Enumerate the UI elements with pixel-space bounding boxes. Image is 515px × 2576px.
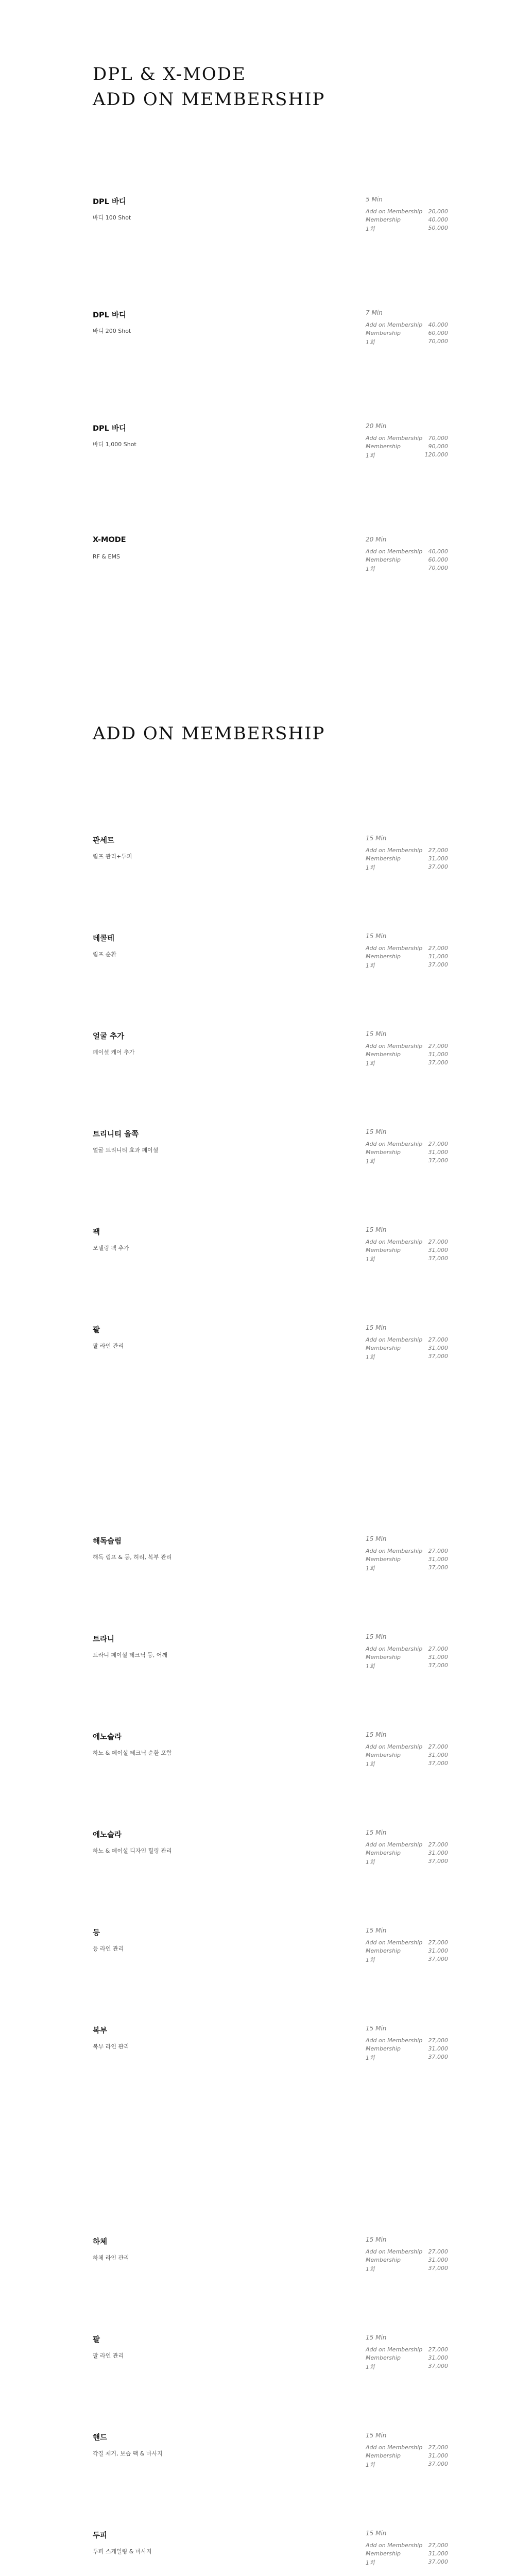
price-table (366, 1548, 448, 1572)
price-value: 27,000 (428, 1548, 448, 1554)
price-row (366, 1841, 448, 1850)
price-label: Membership (366, 1947, 401, 1954)
price-table (366, 321, 448, 346)
service-item (93, 1226, 515, 1288)
price-row (366, 1149, 448, 1157)
price-label: Membership (366, 216, 401, 223)
service-duration: 15 Min (366, 1731, 387, 1738)
service-name: 등 (93, 1929, 100, 1937)
price-label: Membership (366, 953, 401, 960)
service-item (93, 1829, 515, 1891)
price-value: 37,000 (428, 1858, 448, 1865)
service-name: 하체 (93, 2238, 108, 2246)
price-label: 1회 (366, 865, 375, 871)
price-table (366, 2037, 448, 2062)
price-value: 40,000 (428, 216, 448, 223)
price-label: Add on Membership (366, 208, 423, 215)
service-name: DPL 바디 (93, 198, 126, 206)
service-duration: 15 Min (366, 2530, 387, 2537)
price-row (366, 321, 448, 330)
price-label: Membership (366, 1247, 401, 1253)
price-label: Membership (366, 556, 401, 563)
price-row (366, 565, 448, 573)
price-value: 37,000 (428, 1059, 448, 1066)
price-table (366, 548, 448, 573)
service-name: 해독슬림 (93, 1537, 122, 1546)
section1-title: DPL & X-MODE ADD ON MEMBERSHIP (93, 64, 325, 110)
price-label: 1회 (366, 1565, 375, 1572)
service-item (93, 1030, 515, 1092)
price-value: 120,000 (424, 451, 448, 458)
price-label: Add on Membership (366, 1939, 423, 1946)
service-description: 등 라인 관리 (93, 1945, 124, 1952)
service-duration: 15 Min (366, 1535, 387, 1543)
service-description: 바디 200 Shot (93, 328, 131, 334)
price-table (366, 435, 448, 460)
price-value: 31,000 (428, 1850, 448, 1856)
price-label: Membership (366, 855, 401, 862)
price-value: 27,000 (428, 1141, 448, 1147)
price-label: 1회 (366, 1859, 375, 1866)
service-description: 페이셜 케어 추가 (93, 1049, 135, 1056)
service-name: 에노슬라 (93, 1831, 122, 1839)
price-value: 37,000 (428, 1564, 448, 1571)
price-value: 31,000 (428, 1149, 448, 1156)
service-name: 관세트 (93, 837, 115, 845)
price-label: Membership (366, 2045, 401, 2052)
price-label: Add on Membership (366, 2248, 423, 2255)
price-row (366, 1247, 448, 1255)
price-row (366, 1059, 448, 1067)
price-label: Add on Membership (366, 1239, 423, 1245)
price-label: 1회 (366, 962, 375, 969)
price-label: Add on Membership (366, 1743, 423, 1750)
price-row (366, 225, 448, 233)
service-description: 각질 제거, 보습 팩 & 마사지 (93, 2450, 163, 2457)
service-description: 바디 1,000 Shot (93, 441, 136, 448)
price-row (366, 2045, 448, 2054)
service-duration: 20 Min (366, 422, 387, 430)
price-row (366, 2444, 448, 2452)
price-row (366, 1947, 448, 1956)
price-label: Membership (366, 1051, 401, 1058)
price-value: 31,000 (428, 2550, 448, 2557)
price-value: 20,000 (428, 208, 448, 215)
price-label: Membership (366, 1752, 401, 1758)
price-row (366, 1239, 448, 1247)
price-value: 31,000 (428, 2045, 448, 2052)
price-label: 1회 (366, 2462, 375, 2468)
price-row (366, 1646, 448, 1654)
service-name: 팔 (93, 1326, 100, 1334)
price-value: 90,000 (428, 443, 448, 450)
price-value: 37,000 (428, 2558, 448, 2565)
price-value: 31,000 (428, 2257, 448, 2263)
price-value: 31,000 (428, 2452, 448, 2459)
service-item (93, 2334, 515, 2396)
price-table (366, 1646, 448, 1670)
price-label: Add on Membership (366, 1548, 423, 1554)
price-row (366, 961, 448, 970)
service-duration: 15 Min (366, 933, 387, 940)
price-label: Membership (366, 1654, 401, 1660)
service-duration: 15 Min (366, 2334, 387, 2341)
price-label: 1회 (366, 1761, 375, 1768)
price-row (366, 2054, 448, 2062)
service-name: 두피 (93, 2532, 108, 2540)
service-duration: 7 Min (366, 309, 383, 316)
service-description: 바디 100 Shot (93, 214, 131, 221)
price-label: Add on Membership (366, 2542, 423, 2549)
service-name: 데콜테 (93, 935, 115, 943)
price-value: 37,000 (428, 1662, 448, 1669)
price-value: 27,000 (428, 2444, 448, 2451)
price-row (366, 208, 448, 216)
price-label: Add on Membership (366, 1646, 423, 1652)
price-row (366, 945, 448, 953)
price-label: Add on Membership (366, 1841, 423, 1848)
price-row (366, 2558, 448, 2567)
price-row (366, 855, 448, 863)
price-value: 31,000 (428, 1654, 448, 1660)
price-value: 27,000 (428, 1646, 448, 1652)
service-duration: 15 Min (366, 2025, 387, 2032)
price-label: Membership (366, 1556, 401, 1563)
price-value: 27,000 (428, 2037, 448, 2044)
service-description: 두피 스케일링 & 마사지 (93, 2548, 152, 2555)
price-value: 37,000 (428, 1956, 448, 1962)
service-description: RF & EMS (93, 553, 120, 560)
price-label: 1회 (366, 452, 375, 459)
price-row (366, 330, 448, 338)
price-row (366, 1850, 448, 1858)
price-label: Add on Membership (366, 847, 423, 854)
price-value: 31,000 (428, 1556, 448, 1563)
price-table (366, 1841, 448, 1866)
service-item (93, 1731, 515, 1793)
service-name: DPL 바디 (93, 311, 126, 319)
price-row (366, 953, 448, 961)
price-row (366, 1336, 448, 1345)
price-value: 40,000 (428, 548, 448, 555)
service-description: 모델링 팩 추가 (93, 1245, 129, 1251)
price-value: 27,000 (428, 2346, 448, 2353)
price-value: 27,000 (428, 2542, 448, 2549)
price-label: Membership (366, 2452, 401, 2459)
price-row (366, 1939, 448, 1947)
price-label: Add on Membership (366, 435, 423, 442)
service-description: 복부 라인 관리 (93, 2043, 129, 2050)
price-table (366, 2248, 448, 2273)
price-row (366, 1752, 448, 1760)
price-value: 27,000 (428, 1239, 448, 1245)
price-value: 27,000 (428, 1743, 448, 1750)
price-value: 37,000 (428, 2461, 448, 2467)
price-row (366, 1043, 448, 1051)
service-duration: 15 Min (366, 1030, 387, 1038)
service-duration: 20 Min (366, 536, 387, 543)
price-label: Membership (366, 1850, 401, 1856)
price-value: 31,000 (428, 1752, 448, 1758)
price-label: 1회 (366, 2560, 375, 2566)
price-row (366, 1760, 448, 1768)
price-row (366, 2265, 448, 2273)
service-item (93, 2530, 515, 2576)
price-row (366, 443, 448, 451)
price-table (366, 1939, 448, 1964)
service-duration: 15 Min (366, 1927, 387, 1934)
price-value: 60,000 (428, 330, 448, 336)
price-row (366, 2461, 448, 2469)
price-row (366, 548, 448, 556)
service-duration: 15 Min (366, 2432, 387, 2439)
price-value: 27,000 (428, 847, 448, 854)
price-value: 37,000 (428, 863, 448, 870)
price-label: 1회 (366, 1158, 375, 1165)
price-row (366, 451, 448, 460)
price-value: 37,000 (428, 2265, 448, 2272)
price-row (366, 435, 448, 443)
price-table (366, 2444, 448, 2469)
service-item (93, 422, 515, 484)
price-row (366, 2037, 448, 2045)
price-row (366, 847, 448, 855)
price-table (366, 1239, 448, 1263)
price-value: 27,000 (428, 1043, 448, 1049)
service-item (93, 835, 515, 896)
service-name: 트라니 (93, 1635, 115, 1643)
price-value: 37,000 (428, 2363, 448, 2369)
price-table (366, 208, 448, 233)
service-item (93, 1535, 515, 1597)
price-row (366, 1858, 448, 1866)
price-label: 1회 (366, 566, 375, 572)
service-item (93, 933, 515, 994)
price-value: 37,000 (428, 961, 448, 968)
price-value: 31,000 (428, 2354, 448, 2361)
price-row (366, 1255, 448, 1263)
price-value: 27,000 (428, 1841, 448, 1848)
service-name: 복부 (93, 2027, 108, 2035)
price-row (366, 1556, 448, 1564)
price-label: 1회 (366, 226, 375, 232)
service-name: 에노슬라 (93, 1733, 122, 1741)
price-table (366, 945, 448, 970)
section2-title: ADD ON MEMBERSHIP (93, 723, 325, 744)
price-row (366, 2248, 448, 2257)
price-label: Add on Membership (366, 2037, 423, 2044)
service-name: X-MODE (93, 536, 126, 544)
price-label: Add on Membership (366, 2444, 423, 2451)
price-label: 1회 (366, 1354, 375, 1361)
service-item (93, 1324, 515, 1386)
price-value: 27,000 (428, 945, 448, 952)
service-description: 하노 & 페이셜 디자인 힐링 관리 (93, 1848, 172, 1854)
price-label: 1회 (366, 1256, 375, 1263)
price-value: 70,000 (428, 435, 448, 442)
price-label: 1회 (366, 1663, 375, 1670)
price-value: 50,000 (428, 225, 448, 231)
service-item (93, 536, 515, 598)
price-value: 40,000 (428, 321, 448, 328)
service-description: 얼굴 트리니티 효과 페이셜 (93, 1147, 159, 1154)
price-value: 27,000 (428, 1939, 448, 1946)
service-duration: 15 Min (366, 1128, 387, 1136)
price-row (366, 556, 448, 565)
price-table (366, 2346, 448, 2371)
price-label: Add on Membership (366, 1141, 423, 1147)
price-row (366, 216, 448, 225)
price-value: 37,000 (428, 1255, 448, 1262)
price-row (366, 1956, 448, 1964)
price-label: Add on Membership (366, 1336, 423, 1343)
service-name: 팔 (93, 2336, 100, 2344)
service-description: 팔 라인 관리 (93, 1343, 124, 1349)
service-item (93, 1927, 515, 1989)
price-value: 31,000 (428, 1247, 448, 1253)
price-table (366, 1336, 448, 1361)
price-label: 1회 (366, 1957, 375, 1963)
price-row (366, 1353, 448, 1361)
price-label: Add on Membership (366, 548, 423, 555)
service-duration: 15 Min (366, 1324, 387, 1331)
price-value: 37,000 (428, 1760, 448, 1767)
price-table (366, 1141, 448, 1165)
price-table (366, 2542, 448, 2567)
service-duration: 15 Min (366, 1829, 387, 1836)
price-row (366, 1743, 448, 1752)
price-table (366, 847, 448, 872)
price-row (366, 1157, 448, 1165)
price-row (366, 2354, 448, 2363)
service-description: 림프 관리+두피 (93, 853, 132, 860)
price-label: 1회 (366, 2055, 375, 2061)
price-value: 37,000 (428, 2054, 448, 2060)
service-duration: 15 Min (366, 1633, 387, 1640)
price-label: Membership (366, 1345, 401, 1351)
price-row (366, 2346, 448, 2354)
price-value: 31,000 (428, 953, 448, 960)
price-label: Membership (366, 2257, 401, 2263)
price-label: 1회 (366, 2364, 375, 2370)
price-value: 31,000 (428, 855, 448, 862)
price-label: Membership (366, 1149, 401, 1156)
service-item (93, 309, 515, 371)
price-table (366, 1043, 448, 1067)
price-value: 31,000 (428, 1345, 448, 1351)
price-row (366, 1564, 448, 1572)
price-label: Add on Membership (366, 2346, 423, 2353)
price-value: 31,000 (428, 1947, 448, 1954)
service-description: 해독 림프 & 등, 허리, 복부 관리 (93, 1554, 172, 1561)
price-value: 70,000 (428, 338, 448, 345)
price-label: Membership (366, 443, 401, 450)
price-value: 27,000 (428, 2248, 448, 2255)
price-row (366, 1141, 448, 1149)
price-row (366, 2363, 448, 2371)
price-label: 1회 (366, 1060, 375, 1067)
price-label: Membership (366, 2354, 401, 2361)
price-row (366, 1548, 448, 1556)
price-value: 60,000 (428, 556, 448, 563)
price-row (366, 1345, 448, 1353)
service-item (93, 1128, 515, 1190)
service-description: 트라니 페이셜 테크닉 등, 어깨 (93, 1652, 167, 1658)
price-label: Add on Membership (366, 321, 423, 328)
service-name: 얼굴 추가 (93, 1032, 125, 1041)
service-name: 팩 (93, 1228, 100, 1236)
service-duration: 15 Min (366, 2236, 387, 2243)
price-label: 1회 (366, 2266, 375, 2273)
service-duration: 15 Min (366, 1226, 387, 1233)
price-row (366, 2542, 448, 2550)
price-row (366, 1654, 448, 1662)
price-value: 37,000 (428, 1157, 448, 1164)
price-label: Add on Membership (366, 945, 423, 952)
price-row (366, 1662, 448, 1670)
service-description: 림프 순환 (93, 951, 117, 958)
service-name: 핸드 (93, 2434, 108, 2442)
price-row (366, 2452, 448, 2461)
service-description: 하노 & 페이셜 테크닉 순환 포함 (93, 1750, 172, 1756)
service-description: 하체 라인 관리 (93, 2255, 129, 2261)
price-value: 31,000 (428, 1051, 448, 1058)
price-row (366, 338, 448, 346)
price-row (366, 1051, 448, 1059)
price-value: 70,000 (428, 565, 448, 571)
price-label: Add on Membership (366, 1043, 423, 1049)
price-label: Membership (366, 330, 401, 336)
price-value: 37,000 (428, 1353, 448, 1360)
service-item (93, 196, 515, 258)
service-name: 트리니티 올쪽 (93, 1130, 139, 1139)
service-item (93, 1633, 515, 1695)
service-item (93, 2236, 515, 2298)
price-label: 1회 (366, 339, 375, 346)
service-name: DPL 바디 (93, 425, 126, 433)
service-duration: 5 Min (366, 196, 383, 203)
price-value: 27,000 (428, 1336, 448, 1343)
price-row (366, 863, 448, 872)
price-row (366, 2257, 448, 2265)
price-label: Membership (366, 2550, 401, 2557)
service-duration: 15 Min (366, 835, 387, 842)
service-item (93, 2432, 515, 2494)
service-item (93, 2025, 515, 2087)
service-description: 팔 라인 관리 (93, 2352, 124, 2359)
price-row (366, 2550, 448, 2558)
price-table (366, 1743, 448, 1768)
